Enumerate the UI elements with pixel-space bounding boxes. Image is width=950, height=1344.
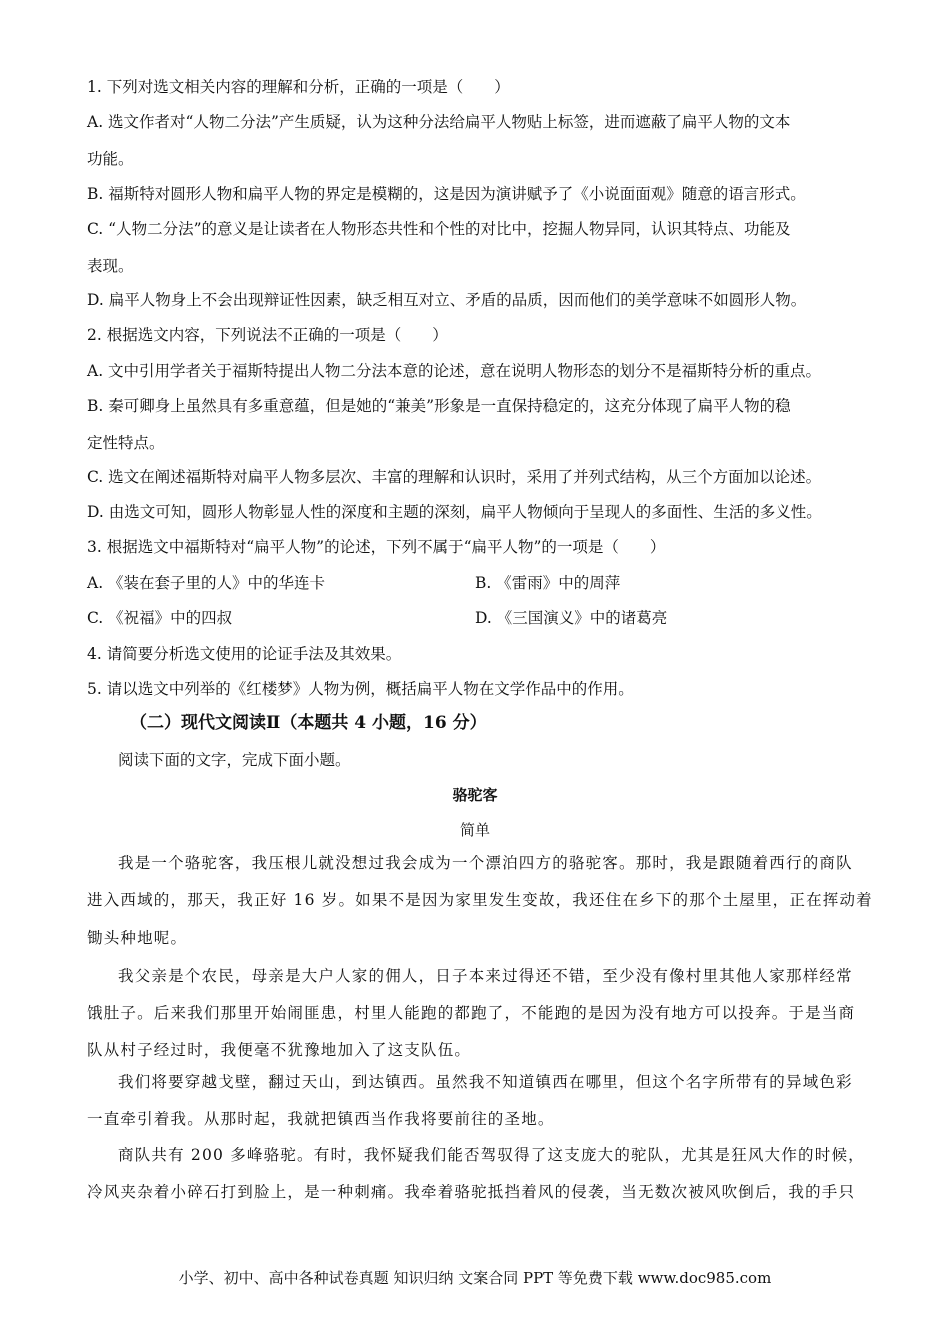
q2-option-b-cont: 定性特点。 <box>87 434 165 452</box>
q1-option-c: C. “人物二分法”的意义是让读者在人物形态共性和个性的对比中，挖掘人物异同，认识其特点、功能及 <box>87 220 791 238</box>
q5-stem: 5. 请以选文中列举的《红楼梦》人物为例，概括扁平人物在文学作品中的作用。 <box>87 680 634 698</box>
q1-stem: 1. 下列对选文相关内容的理解和分析，正确的一项是（ ） <box>87 78 510 96</box>
article-line: 我父亲是个农民，母亲是大户人家的佣人，日子本来过得还不错，至少没有像村里其他人家那样经常 <box>118 967 853 985</box>
article-author: 简单 <box>459 821 490 839</box>
article-line: 一直牵引着我。从那时起，我就把镇西当作我将要前往的圣地。 <box>87 1110 555 1128</box>
article-line: 我是一个骆驼客，我压根儿就没想过我会成为一个漂泊四方的骆驼客。那时，我是跟随着西行的商队 <box>118 854 853 872</box>
article-line: 饿肚子。后来我们那里开始闹匪患，村里人能跑的都跑了，不能跑的是因为没有地方可以投奔。于是当商 <box>87 1004 856 1022</box>
q4-stem: 4. 请简要分析选文使用的论证手法及其效果。 <box>87 645 402 663</box>
article-line: 商队共有 200 多峰骆驼。有时，我怀疑我们能否驾驭得了这支庞大的驼队，尤其是狂风大作的时候， <box>118 1146 865 1164</box>
q3-option-d: D. 《三国演义》中的诸葛亮 <box>475 609 668 627</box>
q2-option-a: A. 文中引用学者关于福斯特提出人物二分法本意的论述，意在说明人物形态的划分不是福斯特分析的重点。 <box>87 362 822 380</box>
q2-option-d: D. 由选文可知，圆形人物彰显人性的深度和主题的深刻，扁平人物倾向于呈现人的多面性、生活的多义性。 <box>87 503 822 521</box>
q2-stem: 2. 根据选文内容，下列说法不正确的一项是（ ） <box>87 326 448 344</box>
q1-option-c-cont: 表现。 <box>87 257 134 275</box>
article-line: 我们将要穿越戈壁，翻过天山，到达镇西。虽然我不知道镇西在哪里，但这个名字所带有的异域色彩 <box>118 1073 853 1091</box>
article-line: 进入西域的，那天，我正好 16 岁。如果不是因为家里发生变故，我还住在乡下的那个土屋里，正在挥动着 <box>87 891 873 909</box>
section-intro: 阅读下面的文字，完成下面小题。 <box>118 751 351 769</box>
q3-option-b: B. 《雷雨》中的周萍 <box>475 574 621 592</box>
q3-stem: 3. 根据选文中福斯特对“扁平人物”的论述，下列不属于“扁平人物”的一项是（ ） <box>87 538 666 556</box>
q1-option-a-cont: 功能。 <box>87 150 134 168</box>
article-line: 锄头种地呢。 <box>87 929 188 947</box>
article-line: 队从村子经过时，我便毫不犹豫地加入了这支队伍。 <box>87 1041 472 1059</box>
section-title: （二）现代文阅读Ⅱ（本题共 4 小题，16 分） <box>130 713 487 733</box>
article-line: 冷风夹杂着小碎石打到脸上，是一种刺痛。我牵着骆驼抵挡着风的侵袭，当无数次被风吹倒后，我的手只 <box>87 1183 856 1201</box>
q3-option-c: C. 《祝福》中的四叔 <box>87 609 233 627</box>
q1-option-a: A. 选文作者对“人物二分法”产生质疑，认为这种分法给扁平人物贴上标签，进而遮蔽了扁平人物的文本 <box>87 113 791 131</box>
q1-option-d: D. 扁平人物身上不会出现辩证性因素，缺乏相互对立、矛盾的品质，因而他们的美学意味不如圆形人物。 <box>87 291 807 309</box>
q2-option-c: C. 选文在阐述福斯特对扁平人物多层次、丰富的理解和认识时，采用了并列式结构，从三个方面加以论述。 <box>87 468 822 486</box>
page-footer: 小学、初中、高中各种试卷真题 知识归纳 文案合同 PPT 等免费下载 www.doc985.com <box>178 1269 772 1287</box>
q2-option-b: B. 秦可卿身上虽然具有多重意蕴，但是她的“兼美”形象是一直保持稳定的，这充分体现了扁平人物的稳 <box>87 397 791 415</box>
article-title: 骆驼客 <box>452 786 498 804</box>
q3-option-a: A. 《装在套子里的人》中的华连卡 <box>87 574 326 592</box>
q1-option-b: B. 福斯特对圆形人物和扁平人物的界定是模糊的，这是因为演讲赋予了《小说面面观》随意的语言形式。 <box>87 185 806 203</box>
